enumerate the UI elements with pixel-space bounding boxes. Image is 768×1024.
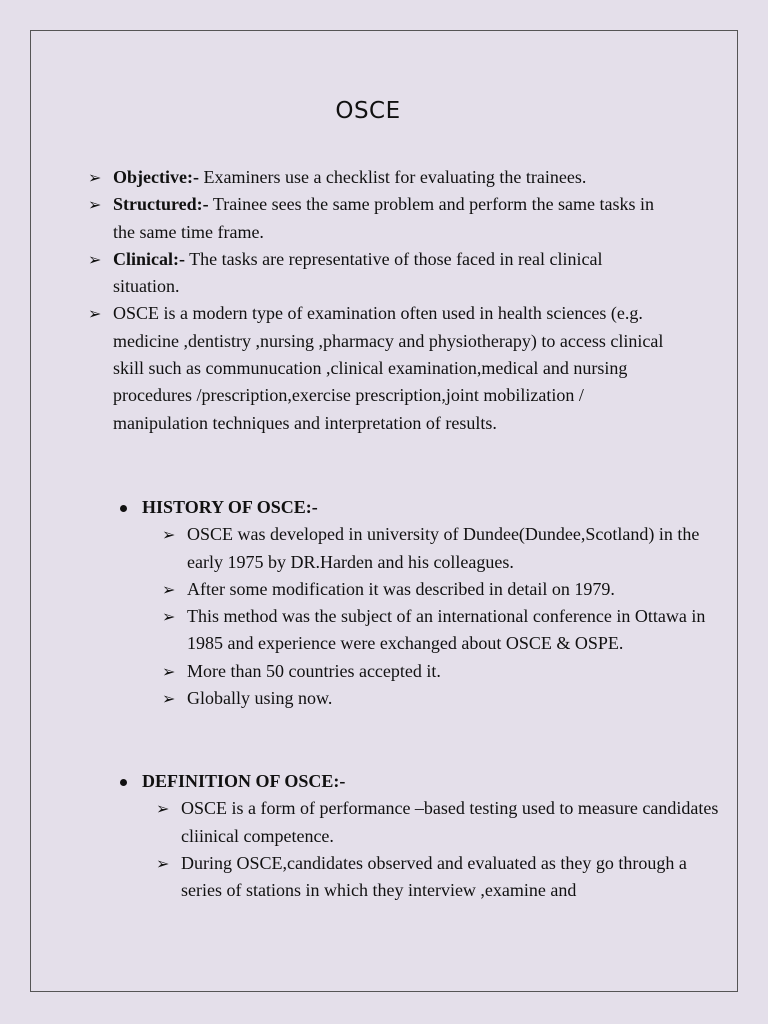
list-item: ➢ Globally using now.	[187, 685, 727, 712]
arrow-bullet-icon: ➢	[162, 661, 176, 681]
list-item	[88, 164, 673, 191]
item-label: Clinical:-	[113, 248, 185, 269]
arrow-bullet-icon: ➢	[156, 853, 170, 873]
arrow-bullet-icon: ➢	[88, 168, 102, 187]
list-item: ➢ During OSCE,candidates observed and evaluated as they go through a series of stations in which they interview ,examine and	[181, 850, 721, 905]
item-label: Objective:-	[113, 167, 199, 187]
item-label: Structured:-	[113, 194, 209, 215]
item-text: OSCE is a modern type of examination often used in health sciences (e.g. medicine ,dentistry ,nursing ,pharmacy and physiotherapy) to access clinical skill such as communucation ,clinical examination,medical and nursing procedures /prescription,exercise prescription,joint mobilization / manipulation techniques and interpretation of results.	[113, 303, 664, 433]
list-item: ➢ OSCE is a form of performance –based testing used to measure candidates cliinical competence.	[181, 795, 721, 850]
page-title: OSCE	[335, 98, 401, 124]
item-text: The tasks are representative of those faced in real clinical situation.	[113, 248, 603, 297]
arrow-bullet-icon: ➢	[162, 579, 176, 599]
list-item	[88, 246, 673, 301]
history-section	[120, 494, 727, 712]
list-item: ➢ More than 50 countries accepted it.	[187, 658, 727, 685]
arrow-bullet-icon: ➢	[88, 195, 102, 215]
bullet-dot-icon	[120, 779, 127, 786]
definition-list	[156, 795, 721, 904]
arrow-bullet-icon: ➢	[156, 799, 170, 819]
history-list	[162, 521, 727, 712]
list-item: ➢ OSCE was developed in university of Dundee(Dundee,Scotland) in the early 1975 by DR.Harden and his colleagues.	[187, 521, 727, 576]
arrow-bullet-icon: ➢	[162, 525, 176, 545]
item-text: Examiners use a checklist for evaluating the trainees.	[198, 167, 587, 187]
arrow-bullet-icon: ➢	[88, 304, 102, 324]
definition-section	[120, 768, 721, 904]
list-item	[88, 300, 673, 436]
section-heading: DEFINITION OF OSCE:-	[120, 768, 721, 795]
arrow-bullet-icon: ➢	[162, 689, 176, 709]
list-item	[88, 191, 673, 246]
bullet-dot-icon	[120, 505, 127, 512]
item-text: Trainee sees the same problem and perform the same tasks in the same time frame.	[113, 194, 655, 242]
list-item: ➢ After some modification it was described in detail on 1979.	[187, 576, 727, 603]
list-item: ➢ This method was the subject of an international conference in Ottawa in 1985 and experience were exchanged about OSCE & OSPE.	[187, 603, 727, 658]
section-heading: HISTORY OF OSCE:-	[120, 494, 727, 521]
arrow-bullet-icon: ➢	[162, 607, 176, 627]
intro-list	[88, 164, 673, 437]
arrow-bullet-icon: ➢	[88, 249, 102, 269]
